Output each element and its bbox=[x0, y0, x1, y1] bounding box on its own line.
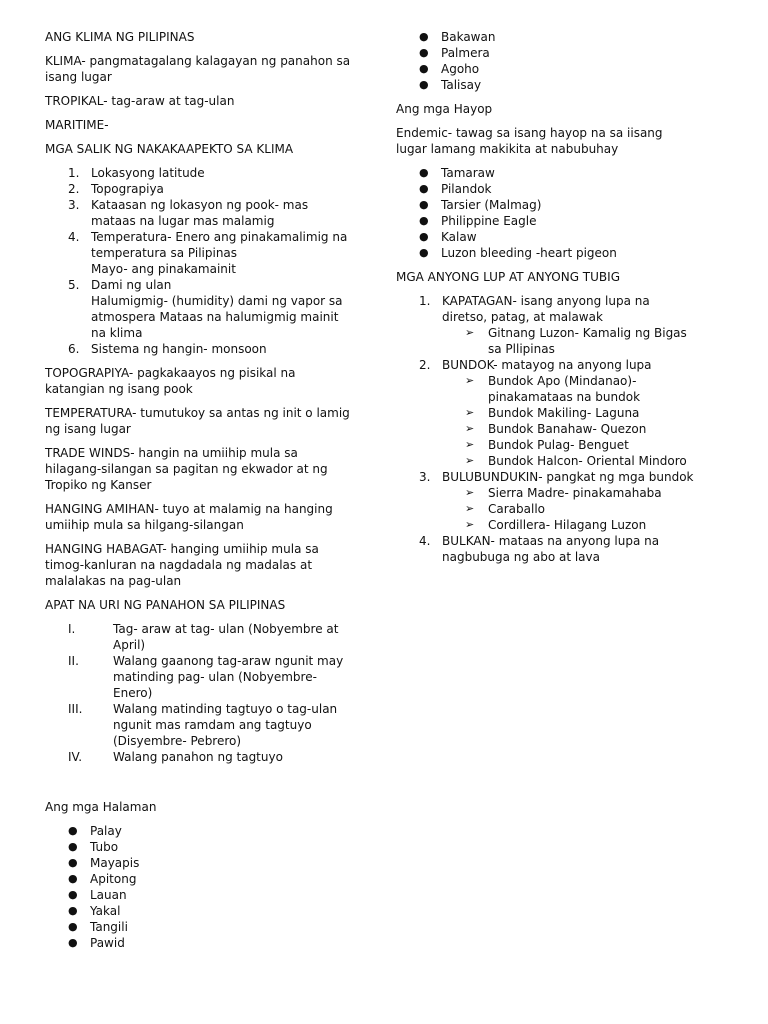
arrow-bullet-icon: ➢ bbox=[465, 438, 475, 451]
list-item bbox=[45, 887, 355, 903]
halaman-heading: Ang mga Halaman bbox=[45, 800, 157, 814]
sub-list-item bbox=[442, 373, 696, 405]
anyong-heading: MGA ANYONG LUP AT ANYONG TUBIG bbox=[396, 270, 620, 284]
list-item bbox=[45, 839, 355, 855]
list-item bbox=[45, 165, 355, 181]
list-item-text: Palay bbox=[90, 824, 122, 838]
list-item bbox=[396, 181, 696, 197]
bullet-icon: ● bbox=[419, 78, 429, 91]
arrow-bullet-icon: ➢ bbox=[465, 502, 475, 515]
spacer bbox=[45, 773, 355, 799]
list-item bbox=[45, 871, 355, 887]
list-number: 4. bbox=[419, 534, 431, 548]
list-item-text: Sistema ng hangin- monsoon bbox=[91, 342, 267, 356]
list-item bbox=[45, 277, 355, 341]
page-title: ANG KLIMA NG PILIPINAS bbox=[45, 30, 195, 44]
list-item bbox=[45, 229, 355, 277]
bullet-icon: ● bbox=[419, 246, 429, 259]
list-number: IV. bbox=[68, 750, 83, 764]
sub-list-item bbox=[442, 453, 696, 469]
sub-list-item bbox=[442, 421, 696, 437]
temperatura-definition: TEMPERATURA- tumutukoy sa antas ng init o lamig ng isang lugar bbox=[45, 406, 350, 436]
list-item bbox=[45, 197, 355, 229]
list-item-text: Walang gaanong tag-araw ngunit may matinding pag- ulan (Nobyembre- Enero) bbox=[113, 654, 344, 700]
list-item-text: Lauan bbox=[90, 888, 127, 902]
list-number: III. bbox=[68, 702, 83, 716]
list-item-text: Walang panahon ng tagtuyo bbox=[113, 750, 283, 764]
endemic-definition: Endemic- tawag sa isang hayop na sa iisang lugar lamang makikita at nabubuhay bbox=[396, 126, 663, 156]
list-number: 2. bbox=[419, 358, 431, 372]
list-item-text: Mayapis bbox=[90, 856, 140, 870]
halaman-list-continued bbox=[396, 29, 696, 93]
list-item-text: Temperatura- Enero ang pinakamalimig na temperatura sa Pilipinas bbox=[91, 230, 348, 260]
list-item-text: Bakawan bbox=[441, 30, 496, 44]
bullet-icon: ● bbox=[419, 166, 429, 179]
list-item bbox=[396, 293, 696, 357]
list-item bbox=[396, 469, 696, 533]
bullet-icon: ● bbox=[419, 230, 429, 243]
sub-list bbox=[442, 485, 696, 533]
arrow-bullet-icon: ➢ bbox=[465, 374, 475, 387]
habagat-definition: HANGING HABAGAT- hanging umiihip mula sa timog-kanluran na nagdadala ng madalas at malalakas na pag-ulan bbox=[45, 542, 319, 588]
bullet-icon: ● bbox=[419, 182, 429, 195]
list-item bbox=[45, 341, 355, 357]
sub-list-item bbox=[442, 501, 696, 517]
list-item bbox=[396, 245, 696, 261]
sub-list-item-text: Bundok Apo (Mindanao)- pinakamataas na bundok bbox=[488, 374, 641, 404]
bullet-icon: ● bbox=[68, 824, 78, 837]
sub-list-item-text: Bundok Makiling- Laguna bbox=[488, 406, 640, 420]
anyong-list bbox=[396, 293, 696, 565]
list-item-text: Lokasyong latitude bbox=[91, 166, 205, 180]
list-item-text: Luzon bleeding -heart pigeon bbox=[441, 246, 617, 260]
list-number: 5. bbox=[68, 278, 80, 292]
list-item-text: Walang matinding tagtuyo o tag-ulan ngunit mas ramdam ang tagtuyo (Disyembre- Pebrero) bbox=[113, 702, 338, 748]
list-number: 2. bbox=[68, 182, 80, 196]
list-item bbox=[396, 197, 696, 213]
list-item-text: Tangili bbox=[90, 920, 128, 934]
list-item bbox=[396, 533, 696, 565]
bullet-icon: ● bbox=[419, 214, 429, 227]
arrow-bullet-icon: ➢ bbox=[465, 326, 475, 339]
arrow-bullet-icon: ➢ bbox=[465, 422, 475, 435]
list-item bbox=[45, 653, 355, 701]
sub-list-item-text: Gitnang Luzon- Kamalig ng Bigas sa Pllipinas bbox=[488, 326, 687, 356]
right-column bbox=[396, 29, 696, 573]
sub-list-item-text: Caraballo bbox=[488, 502, 545, 516]
hayop-list bbox=[396, 165, 696, 261]
salik-heading: MGA SALIK NG NAKAKAAPEKTO SA KLIMA bbox=[45, 142, 294, 156]
list-item-text: Palmera bbox=[441, 46, 490, 60]
list-item bbox=[396, 229, 696, 245]
list-item bbox=[396, 45, 696, 61]
list-number: II. bbox=[68, 654, 79, 668]
list-item-text: Pawid bbox=[90, 936, 125, 950]
list-item-text: Tubo bbox=[90, 840, 119, 854]
arrow-bullet-icon: ➢ bbox=[465, 518, 475, 531]
sub-list-item bbox=[442, 325, 696, 357]
bullet-icon: ● bbox=[68, 872, 78, 885]
list-item-text: BULKAN- mataas na anyong lupa na nagbubuga ng abo at lava bbox=[442, 534, 660, 564]
amihan-definition: HANGING AMIHAN- tuyo at malamig na hanging umiihip mula sa hilgang-silangan bbox=[45, 502, 333, 532]
list-item-text: Mayo- ang pinakamainit bbox=[91, 262, 236, 276]
sub-list-item bbox=[442, 485, 696, 501]
list-number: 3. bbox=[68, 198, 80, 212]
list-item-text: Apitong bbox=[90, 872, 137, 886]
trade-winds-definition: TRADE WINDS- hangin na umiihip mula sa hilagang-silangan sa pagitan ng ekwador at ng Tropiko ng Kanser bbox=[45, 446, 328, 492]
sub-list-item-text: Sierra Madre- pinakamahaba bbox=[488, 486, 662, 500]
sub-list-item bbox=[442, 517, 696, 533]
list-item bbox=[45, 181, 355, 197]
list-item-text: Kalaw bbox=[441, 230, 477, 244]
list-item-text: Topograpiya bbox=[91, 182, 164, 196]
list-item-text: BULUBUNDUKIN- pangkat ng mga bundok bbox=[442, 470, 694, 484]
list-item bbox=[45, 919, 355, 935]
list-item bbox=[45, 903, 355, 919]
sub-list-item bbox=[442, 405, 696, 421]
sub-list-item bbox=[442, 437, 696, 453]
bullet-icon: ● bbox=[419, 62, 429, 75]
list-item-text: Talisay bbox=[441, 78, 482, 92]
list-item-text: Tamaraw bbox=[441, 166, 495, 180]
list-item bbox=[45, 855, 355, 871]
list-item bbox=[45, 701, 355, 749]
bullet-icon: ● bbox=[68, 888, 78, 901]
list-item-text: Tarsier (Malmag) bbox=[441, 198, 542, 212]
list-item bbox=[45, 621, 355, 653]
list-number: 1. bbox=[68, 166, 80, 180]
sub-list bbox=[442, 325, 696, 357]
list-item-text: Tag- araw at tag- ulan (Nobyembre at April) bbox=[113, 622, 339, 652]
bullet-icon: ● bbox=[68, 840, 78, 853]
list-item bbox=[396, 213, 696, 229]
sub-list-item-text: Bundok Pulag- Benguet bbox=[488, 438, 629, 452]
arrow-bullet-icon: ➢ bbox=[465, 406, 475, 419]
list-item-text: Dami ng ulan bbox=[91, 278, 172, 292]
list-item bbox=[396, 29, 696, 45]
tropikal-definition: TROPIKAL- tag-araw at tag-ulan bbox=[45, 94, 235, 108]
bullet-icon: ● bbox=[68, 856, 78, 869]
list-item-text: BUNDOK- matayog na anyong lupa bbox=[442, 358, 652, 372]
list-item-text: Agoho bbox=[441, 62, 480, 76]
salik-list bbox=[45, 165, 355, 357]
sub-list-item-text: Bundok Halcon- Oriental Mindoro bbox=[488, 454, 687, 468]
klima-definition: KLIMA- pangmatagalang kalagayan ng panahon sa isang lugar bbox=[45, 54, 351, 84]
list-item bbox=[45, 935, 355, 951]
bullet-icon: ● bbox=[68, 936, 78, 949]
list-item-text: Pilandok bbox=[441, 182, 492, 196]
list-number: I. bbox=[68, 622, 76, 636]
left-column bbox=[45, 29, 355, 959]
sub-list-item-text: Bundok Banahaw- Quezon bbox=[488, 422, 647, 436]
bullet-icon: ● bbox=[419, 198, 429, 211]
list-item bbox=[396, 357, 696, 469]
panahon-heading: APAT NA URI NG PANAHON SA PILIPINAS bbox=[45, 598, 286, 612]
list-item bbox=[45, 823, 355, 839]
list-item-text: Kataasan ng lokasyon ng pook- mas mataas na lugar mas malamig bbox=[91, 198, 309, 228]
list-item-text: Philippine Eagle bbox=[441, 214, 537, 228]
list-number: 3. bbox=[419, 470, 431, 484]
list-item-text: Halumigmig- (humidity) dami ng vapor sa atmospera Mataas na halumigmig mainit na klima bbox=[91, 294, 343, 340]
topograpiya-definition: TOPOGRAPIYA- pagkakaayos ng pisikal na katangian ng isang pook bbox=[45, 366, 296, 396]
list-item-text: Yakal bbox=[90, 904, 121, 918]
list-item bbox=[396, 77, 696, 93]
list-number: 4. bbox=[68, 230, 80, 244]
maritime-definition: MARITIME- bbox=[45, 118, 109, 132]
arrow-bullet-icon: ➢ bbox=[465, 454, 475, 467]
bullet-icon: ● bbox=[419, 30, 429, 43]
list-number: 1. bbox=[419, 294, 431, 308]
sub-list bbox=[442, 373, 696, 469]
halaman-list bbox=[45, 823, 355, 951]
list-item bbox=[396, 61, 696, 77]
hayop-heading: Ang mga Hayop bbox=[396, 102, 493, 116]
bullet-icon: ● bbox=[419, 46, 429, 59]
bullet-icon: ● bbox=[68, 920, 78, 933]
list-item bbox=[396, 165, 696, 181]
sub-list-item-text: Cordillera- Hilagang Luzon bbox=[488, 518, 647, 532]
arrow-bullet-icon: ➢ bbox=[465, 486, 475, 499]
list-number: 6. bbox=[68, 342, 80, 356]
panahon-list bbox=[45, 621, 355, 765]
bullet-icon: ● bbox=[68, 904, 78, 917]
list-item-text: KAPATAGAN- isang anyong lupa na diretso, patag, at malawak bbox=[442, 294, 650, 324]
list-item bbox=[45, 749, 355, 765]
